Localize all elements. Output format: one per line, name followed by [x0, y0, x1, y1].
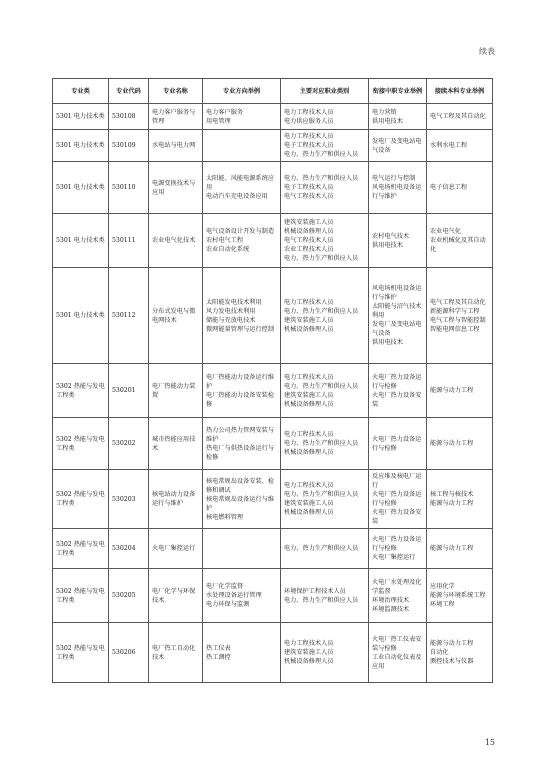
cell-line: 环境监测技术 — [372, 605, 410, 613]
cell-line: 电子信息工程 — [430, 184, 468, 191]
cell-line: 能源与动力工程 — [430, 545, 474, 552]
cell-undergrad — [427, 268, 493, 364]
table-body — [53, 104, 493, 683]
cell-secondary — [369, 529, 427, 569]
cell-line: 电力、热力生产和供应人员 — [284, 307, 359, 315]
cell-line: 太阳能发电技术利用 — [206, 298, 262, 306]
column-header: 主要对应职业类别 — [281, 79, 369, 104]
cell-line: 电气工程及其自动化 — [430, 113, 486, 120]
cell-line: 电气运行与控制 — [372, 175, 416, 182]
cell-line: 机械设备修理人员 — [284, 449, 334, 456]
cell-line: 电力、热力生产和供应人员 — [284, 491, 359, 498]
cell-line: 太阳能、风能电源系统应用 — [206, 175, 275, 191]
cell-code: 530205 — [109, 569, 149, 623]
cell-line: 电气设备设计开发与制造 — [206, 228, 275, 235]
cell-line: 能源与环境系统工程 — [430, 592, 486, 599]
cell-directions — [203, 162, 281, 214]
table-row — [53, 418, 493, 470]
cell-line: 自动化 — [430, 649, 449, 656]
cell-occupations — [281, 623, 369, 683]
cell-occupations — [281, 470, 369, 529]
cell-line: 电气工程技术人员 — [284, 237, 334, 244]
page-number: 15 — [484, 738, 495, 747]
cell-category: 5302 热能与发电工程类 — [53, 364, 109, 418]
cell-code: 530108 — [109, 104, 149, 130]
cell-line: 火电厂热力设备运行与检修 — [372, 536, 422, 552]
cell-name: 农业电气化技术 — [149, 214, 203, 268]
cell-line: 电力工程技术人员 — [284, 298, 334, 306]
cell-line: 建筑安装施工人员 — [284, 316, 334, 324]
cell-occupations — [281, 130, 369, 162]
cell-line: 供用电技术 — [372, 339, 403, 346]
cell-line: 水处理设备运行管理 — [206, 592, 262, 599]
cell-line: 储能与充放电技术 — [206, 316, 256, 324]
cell-line: 火电厂水处理及化学监督 — [372, 578, 422, 595]
cell-undergrad — [427, 364, 493, 418]
cell-line: 电动汽车充电设备应用 — [206, 193, 268, 200]
cell-line: 机械设备修理人员 — [284, 228, 334, 235]
cell-undergrad — [427, 130, 493, 162]
cell-line: 火电厂热力设备运行与检修 — [372, 373, 422, 390]
table-row — [53, 214, 493, 268]
cell-code: 530204 — [109, 529, 149, 569]
cell-line: 新能源科学与工程 — [430, 307, 480, 315]
cell-line: 微网能量管理与运行控制 — [206, 325, 275, 333]
cell-line: 建筑安装施工人员 — [284, 649, 334, 656]
cell-directions — [203, 214, 281, 268]
cell-secondary — [369, 214, 427, 268]
cell-line: 农业机械化及其自动化 — [430, 237, 486, 253]
cell-line: 建筑安装施工人员 — [284, 219, 334, 226]
cell-directions — [203, 268, 281, 364]
cell-line: 环境工程 — [430, 601, 455, 608]
cell-code: 530202 — [109, 418, 149, 470]
cell-line: 电力工程技术人员 — [284, 108, 334, 116]
cell-line: 火电厂热力设备运行与检修 — [372, 435, 422, 452]
cell-undergrad — [427, 104, 493, 130]
cell-line: 电厂化学监督 — [206, 583, 244, 590]
column-header: 专业代码 — [109, 79, 149, 104]
cell-line: 能源与动力工程 — [430, 500, 474, 507]
cell-line: 农业电气化 — [430, 228, 461, 235]
cell-occupations — [281, 569, 369, 623]
table-row — [53, 470, 493, 529]
column-header: 专业类 — [53, 79, 109, 104]
cell-name: 核电站动力设备运行与维护 — [149, 470, 203, 529]
cell-line: 风力发电技术利用 — [206, 307, 256, 315]
table-header-row — [53, 79, 493, 104]
cell-directions — [203, 569, 281, 623]
cell-line: 农村电气工程 — [206, 237, 244, 244]
cell-occupations — [281, 104, 369, 130]
cell-secondary — [369, 104, 427, 130]
cell-line: 供用电技术 — [372, 117, 403, 125]
table-row — [53, 268, 493, 364]
cell-line: 测控技术与仪器 — [430, 658, 474, 665]
cell-directions — [203, 104, 281, 130]
cell-line: 电力环保与监测 — [206, 601, 250, 608]
cell-line: 建筑安装施工人员 — [284, 391, 334, 399]
cell-name: 电源变换技术与应用 — [149, 162, 203, 214]
cell-occupations — [281, 529, 369, 569]
cell-directions — [203, 529, 281, 569]
cell-directions — [203, 364, 281, 418]
cell-line: 电力工程技术人员 — [284, 431, 334, 438]
cell-line: 电气工程技术人员 — [284, 193, 334, 200]
cell-secondary — [369, 162, 427, 214]
cell-line: 电力、热力生产和供应人员 — [284, 255, 359, 262]
cell-line: 能源与动力工程 — [430, 640, 474, 647]
cell-line: 水利水电工程 — [430, 142, 468, 149]
cell-line: 火电厂热力设备安装 — [372, 391, 422, 408]
cell-code: 530206 — [109, 623, 149, 683]
cell-line: 风电场机电设备运行与维护 — [372, 285, 422, 301]
cell-line: 智能电网信息工程 — [430, 325, 480, 333]
cell-name: 城市热能应用技术 — [149, 418, 203, 470]
cell-line: 热力公司热力管网安装与维护 — [206, 426, 275, 443]
cell-category: 5302 热能与发电工程类 — [53, 623, 109, 683]
cell-occupations — [281, 162, 369, 214]
table-row — [53, 569, 493, 623]
cell-line: 火电厂热工仪表安装与检修 — [372, 635, 422, 652]
cell-line: 太阳能与沼气技术利用 — [372, 303, 422, 319]
cell-name: 电厂化学与环保技术 — [149, 569, 203, 623]
cell-category: 5301 电力技术类 — [53, 214, 109, 268]
cell-line: 农业工程技术人员 — [284, 246, 334, 253]
cell-line: 电力客户服务 — [206, 108, 244, 116]
column-header: 衔接中职专业举例 — [369, 79, 427, 104]
cell-secondary — [369, 470, 427, 529]
cell-line: 电力、热力生产和供应人员 — [284, 151, 359, 158]
cell-line: 农业自动化系统 — [206, 246, 250, 253]
cell-line: 发电厂及变电站电气设备 — [372, 321, 422, 337]
column-header: 专业名称 — [149, 79, 203, 104]
cell-line: 核电常规岛设备安装、检修和调试 — [206, 477, 275, 494]
cell-category: 5302 热能与发电工程类 — [53, 418, 109, 470]
cell-line: 能源与动力工程 — [430, 387, 474, 394]
cell-line: 核电燃料管理 — [206, 513, 244, 521]
cell-directions — [203, 470, 281, 529]
cell-line: 电力工程技术人员 — [284, 640, 334, 647]
cell-undergrad — [427, 162, 493, 214]
cell-name: 水电站与电力网 — [149, 130, 203, 162]
cell-occupations — [281, 214, 369, 268]
cell-undergrad — [427, 623, 493, 683]
cell-line: 风电场机电设备运行与维护 — [372, 184, 422, 200]
cell-line: 能源与动力工程 — [430, 440, 474, 447]
cell-line: 电子工程技术人员 — [284, 142, 334, 149]
cell-line: 电气工程与智能控制 — [430, 316, 486, 324]
cell-secondary — [369, 364, 427, 418]
column-header: 接续本科专业举例 — [427, 79, 493, 104]
cell-line: 电力工程技术人员 — [284, 482, 334, 489]
cell-category: 5301 电力技术类 — [53, 130, 109, 162]
cell-category: 5302 热能与发电工程类 — [53, 529, 109, 569]
cell-directions — [203, 130, 281, 162]
cell-category: 5301 电力技术类 — [53, 104, 109, 130]
cell-line: 建筑安装施工人员 — [284, 500, 334, 507]
cell-line: 电力、热力生产和供应人员 — [284, 596, 359, 604]
cell-line: 火电厂热力设备安装 — [372, 509, 422, 525]
cell-undergrad — [427, 569, 493, 623]
cell-line: 电力营销 — [372, 108, 397, 116]
cell-line: 核电常规岛设备运行与维护 — [206, 495, 275, 512]
cell-secondary — [369, 569, 427, 623]
cell-undergrad — [427, 214, 493, 268]
cell-line: 应用化学 — [430, 583, 455, 590]
cell-line: 用电管理 — [206, 117, 231, 125]
cell-line: 机械设备修理人员 — [284, 325, 334, 333]
cell-line: 火电厂热力设备运行与检修 — [372, 491, 422, 507]
table-row — [53, 364, 493, 418]
cell-line: 环境治理技术 — [372, 596, 410, 604]
cell-line: 电厂热能动力设备运行维护 — [206, 373, 275, 390]
cell-line: 机械设备修理人员 — [284, 658, 334, 665]
table-row — [53, 130, 493, 162]
cell-line: 热工测控 — [206, 653, 231, 661]
continued-label: 续表 — [479, 47, 495, 56]
cell-line: 电力供应服务人员 — [284, 117, 334, 125]
cell-name: 火电厂集控运行 — [149, 529, 203, 569]
cell-undergrad — [427, 529, 493, 569]
cell-secondary — [369, 130, 427, 162]
cell-secondary — [369, 418, 427, 470]
cell-line: 电力工程技术人员 — [284, 373, 334, 381]
cell-category: 5302 热能与发电工程类 — [53, 470, 109, 529]
cell-line: 热工仪表 — [206, 644, 231, 652]
cell-name: 分布式发电与微电网技术 — [149, 268, 203, 364]
cell-undergrad — [427, 418, 493, 470]
cell-line: 电厂热能动力设备安装检修 — [206, 391, 275, 408]
cell-line: 供用电技术 — [372, 241, 403, 249]
cell-secondary — [369, 268, 427, 364]
cell-line: 发电厂及变电站电气设备 — [372, 137, 422, 154]
cell-name: 电力客户服务与管理 — [149, 104, 203, 130]
cell-category: 5302 热能与发电工程类 — [53, 569, 109, 623]
cell-line: 电力、热力生产和供应人员 — [284, 545, 359, 552]
cell-line: 核工程与核技术 — [430, 491, 474, 498]
table-row — [53, 623, 493, 683]
cell-occupations — [281, 364, 369, 418]
cell-line: 机械设备修理人员 — [284, 400, 334, 408]
cell-line: 农村电气技术 — [372, 232, 410, 240]
cell-line: 工业自动化仪表及应用 — [372, 653, 422, 670]
cell-name: 电厂热工自动化技术 — [149, 623, 203, 683]
table-row — [53, 162, 493, 214]
cell-undergrad — [427, 470, 493, 529]
table-row — [53, 104, 493, 130]
cell-occupations — [281, 418, 369, 470]
cell-code: 530112 — [109, 268, 149, 364]
cell-code: 530201 — [109, 364, 149, 418]
cell-line: 电气工程及其自动化 — [430, 298, 486, 306]
cell-line: 电力、热力生产和供应人员 — [284, 175, 359, 182]
cell-line: 火电厂集控运行 — [372, 554, 416, 561]
cell-category: 5301 电力技术类 — [53, 162, 109, 214]
cell-code: 530111 — [109, 214, 149, 268]
cell-directions — [203, 623, 281, 683]
cell-line: 电子工程技术人员 — [284, 184, 334, 191]
table-row — [53, 529, 493, 569]
cell-line: 环境保护工程技术人员 — [284, 587, 346, 595]
column-header: 专业方向举例 — [203, 79, 281, 104]
cell-name: 电厂热能动力装置 — [149, 364, 203, 418]
cell-secondary — [369, 623, 427, 683]
cell-line: 反应堆及核电厂运行 — [372, 473, 422, 489]
cell-line: 机械设备修理人员 — [284, 509, 334, 516]
cell-code: 530109 — [109, 130, 149, 162]
cell-category: 5301 电力技术类 — [53, 268, 109, 364]
cell-directions — [203, 418, 281, 470]
cell-line: 电力工程技术人员 — [284, 133, 334, 140]
major-catalog-table — [52, 78, 493, 683]
cell-line: 热电厂与供热设备运行与检修 — [206, 444, 275, 461]
cell-occupations — [281, 268, 369, 364]
cell-code: 530203 — [109, 470, 149, 529]
cell-code: 530110 — [109, 162, 149, 214]
cell-line: 电力、热力生产和供应人员 — [284, 440, 359, 447]
cell-line: 电力、热力生产和供应人员 — [284, 382, 359, 390]
